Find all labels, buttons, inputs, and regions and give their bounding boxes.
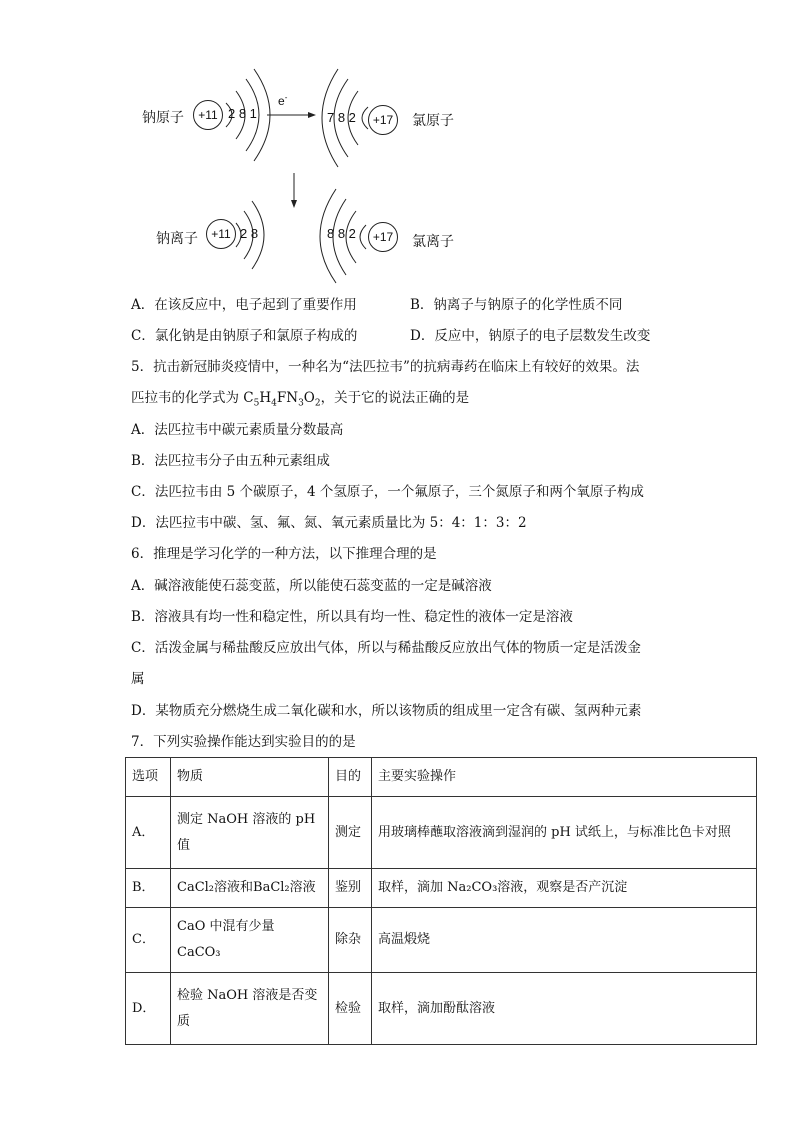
q7-stem: 7．下列实验操作能达到实验目的的是 bbox=[131, 734, 356, 750]
row-operation: 取样，滴加酚酞溶液 bbox=[372, 973, 757, 1045]
row-substance: 测定 NaOH 溶液的 pH 值 bbox=[171, 797, 329, 869]
row-option: C． bbox=[126, 908, 171, 973]
q5-option-a: A．法匹拉韦中碳元素质量分数最高 bbox=[131, 422, 344, 438]
row-option: D． bbox=[126, 973, 171, 1045]
row-operation: 用玻璃棒蘸取溶液滴到湿润的 pH 试纸上，与标准比色卡对照 bbox=[372, 797, 757, 869]
row-operation: 高温煅烧 bbox=[372, 908, 757, 973]
q5-stem-line1: 5．抗击新冠肺炎疫情中，一种名为“法匹拉韦”的抗病毒药在临床上有较好的效果。法 bbox=[131, 359, 640, 375]
table-row bbox=[126, 869, 757, 908]
row-substance: CaO 中混有少量 CaCO₃ bbox=[171, 908, 329, 973]
row-purpose: 测定 bbox=[329, 797, 372, 869]
sodium-ion-shells: 2 8 bbox=[240, 226, 259, 241]
sodium-atom-nucleus: +11 bbox=[193, 100, 223, 130]
row-operation: 取样，滴加 Na₂CO₃溶液，观察是否产沉淀 bbox=[372, 869, 757, 908]
header-purpose: 目的 bbox=[329, 758, 372, 797]
table-row bbox=[126, 908, 757, 973]
q4-option-a: A．在该反应中，电子起到了重要作用 bbox=[131, 297, 357, 313]
row-purpose: 除杂 bbox=[329, 908, 372, 973]
chlorine-atom-label: 氯原子 bbox=[412, 113, 454, 129]
row-substance: CaCl₂溶液和BaCl₂溶液 bbox=[171, 869, 329, 908]
header-option: 选项 bbox=[126, 758, 171, 797]
q4-option-d: D．反应中，钠原子的电子层数发生改变 bbox=[410, 328, 651, 344]
row-option: B． bbox=[126, 869, 171, 908]
q6-option-c-line1: C．活泼金属与稀盐酸反应放出气体，所以与稀盐酸反应放出气体的物质一定是活泼金 bbox=[131, 640, 641, 656]
q6-option-d: D．某物质充分燃烧生成二氧化碳和水，所以该物质的组成里一定含有碳、氢两种元素 bbox=[131, 703, 642, 719]
q6-option-a: A．碱溶液能使石蕊变蓝，所以能使石蕊变蓝的一定是碱溶液 bbox=[131, 578, 492, 594]
table-header-row bbox=[126, 758, 757, 797]
q4-option-c: C．氯化钠是由钠原子和氯原子构成的 bbox=[131, 328, 358, 344]
sodium-atom-label: 钠原子 bbox=[142, 110, 184, 126]
electron-label: e- bbox=[278, 93, 288, 108]
table-row bbox=[126, 973, 757, 1045]
q5-stem-line2: 匹拉韦的化学式为 $C_5H_4FN_3O_2$，关于它的说法正确的是 bbox=[131, 390, 470, 409]
chlorine-ion-shells: 8 8 2 bbox=[327, 226, 356, 241]
sodium-ion-label: 钠离子 bbox=[156, 231, 198, 247]
q6-option-c-line2: 属 bbox=[131, 671, 145, 687]
chlorine-ion-nucleus: +17 bbox=[368, 222, 398, 252]
row-purpose: 鉴别 bbox=[329, 869, 372, 908]
sodium-ion-nucleus: +11 bbox=[206, 219, 236, 249]
chlorine-atom-shells: 7 8 2 bbox=[327, 110, 356, 125]
q4-option-b: B．钠离子与钠原子的化学性质不同 bbox=[410, 297, 623, 313]
sodium-atom-shells: 2 8 1 bbox=[228, 106, 257, 121]
q5-option-d: D．法匹拉韦中碳、氢、氟、氮、氧元素质量比为 5：4：1：3：2 bbox=[131, 515, 527, 531]
q5-option-c: C．法匹拉韦由 5 个碳原子，4 个氢原子，一个氟原子，三个氮原子和两个氧原子构成 bbox=[131, 484, 644, 500]
chlorine-atom-nucleus: +17 bbox=[368, 105, 398, 135]
header-operation: 主要实验操作 bbox=[372, 758, 757, 797]
q7-table bbox=[125, 757, 757, 1045]
chlorine-ion-label: 氯离子 bbox=[412, 234, 454, 250]
atom-structure-diagram bbox=[130, 55, 490, 285]
q6-stem: 6．推理是学习化学的一种方法，以下推理合理的是 bbox=[131, 546, 437, 562]
q6-option-b: B．溶液具有均一性和稳定性，所以具有均一性、稳定性的液体一定是溶液 bbox=[131, 609, 573, 625]
q5-option-b: B．法匹拉韦分子由五种元素组成 bbox=[131, 453, 330, 469]
row-purpose: 检验 bbox=[329, 973, 372, 1045]
row-option: A． bbox=[126, 797, 171, 869]
row-substance: 检验 NaOH 溶液是否变质 bbox=[171, 973, 329, 1045]
header-substance: 物质 bbox=[171, 758, 329, 797]
table-row bbox=[126, 797, 757, 869]
